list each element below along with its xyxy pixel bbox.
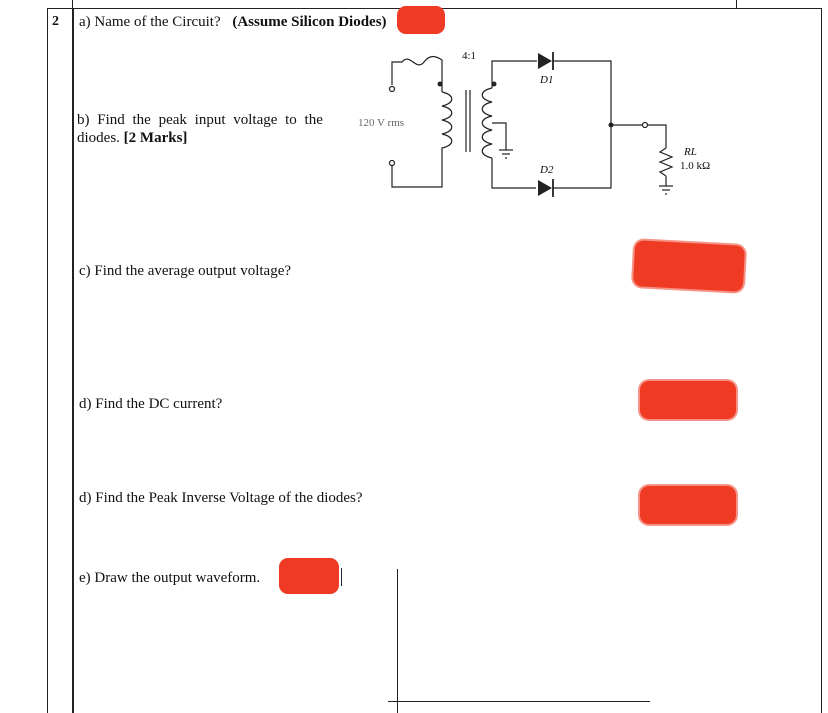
part-d1-question: d) Find the DC current? [79,396,223,412]
top-stub-left [72,0,73,8]
ac-plug-wire [392,57,442,93]
primary-polarity-dot [438,82,443,87]
part-b-marks: [2 Marks] [123,130,188,146]
d1-label: D1 [540,74,554,86]
redaction-mark-c [633,240,745,292]
primary-lower-wire [392,150,442,187]
transformer-secondary-coil [482,88,492,158]
d1-output-wire [553,61,611,188]
ratio-label: 4:1 [462,50,477,62]
part-d2-question: d) Find the Peak Inverse Voltage of the diodes? [79,490,363,506]
transformer-primary-coil [442,92,452,150]
table-left-border [47,8,48,713]
waveform-y-axis [397,569,398,713]
waveform-x-axis [388,701,650,702]
part-a-question [79,13,387,31]
redaction-mark-e [279,558,339,594]
tap-junction-dot [609,123,614,128]
rl-value: 1.0 kΩ [680,160,711,172]
table-right-border [821,8,822,713]
load-resistor-zigzag [660,148,672,176]
part-b-line2 [77,129,187,147]
part-a-suffix: (Assume Silicon Diodes) [232,14,387,30]
part-a-text: a) Name of the Circuit? [79,14,221,30]
input-terminal-bottom [390,161,395,166]
secondary-polarity-dot [492,82,497,87]
part-b-text: diodes. [77,130,120,146]
part-e-question: e) Draw the output waveform. [79,570,261,586]
redaction-bracket-e [341,568,342,586]
center-tap-wire [492,123,506,150]
top-stub-right [736,0,737,8]
redaction-mark-d2 [640,486,736,524]
output-terminal [643,123,648,128]
column-divider [72,8,74,713]
diode-d1-body [538,53,552,69]
question-number: 2 [52,14,59,29]
input-terminal-top [390,87,395,92]
load-wire [611,125,666,148]
part-b-line1: b) Find the peak input voltage to the [77,112,323,128]
redaction-mark-d1 [640,381,736,419]
source-label: 120 V rms [358,117,405,129]
rl-label: RL [684,146,697,158]
secondary-top-wire [492,61,537,88]
secondary-bottom-wire [492,158,536,188]
part-c-question: c) Find the average output voltage? [79,263,292,279]
d2-label: D2 [540,164,554,176]
redaction-mark-a [397,6,445,34]
diode-d2-body [538,180,552,196]
